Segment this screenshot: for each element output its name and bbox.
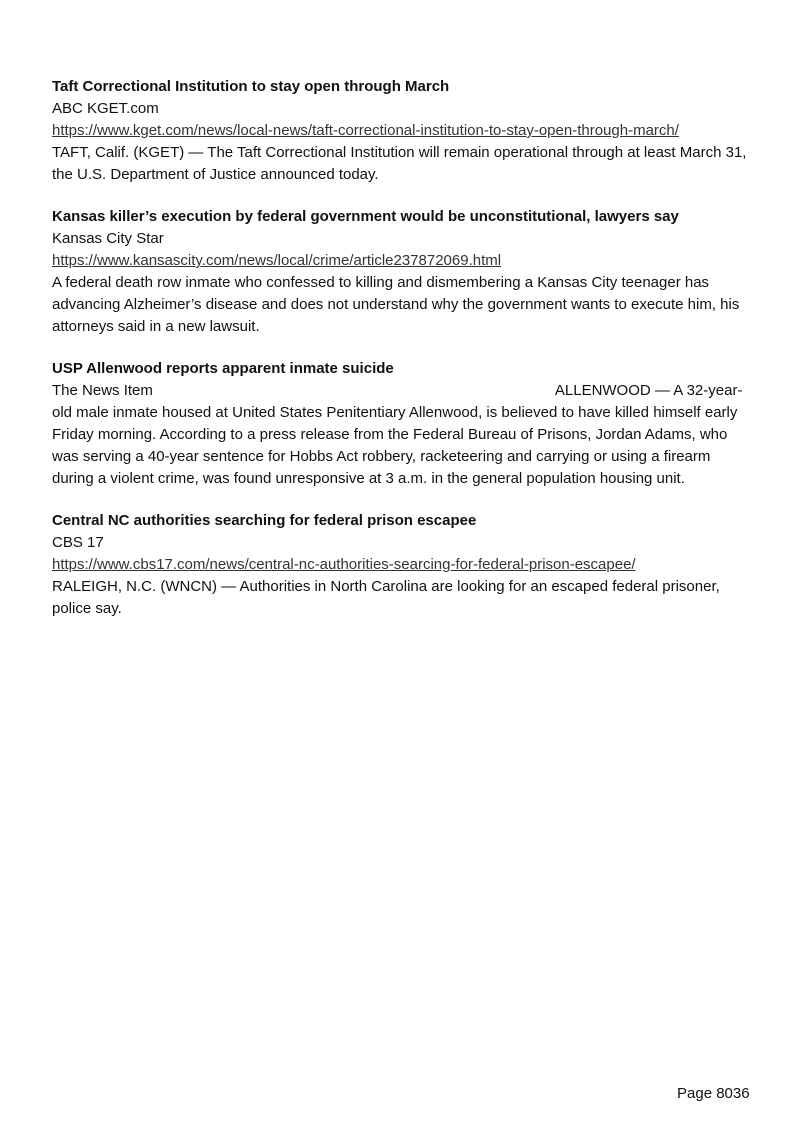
article-summary: RALEIGH, N.C. (WNCN) — Authorities in North Carolina are looking for an escaped federal prisoner, police say. [52, 578, 720, 617]
article-headline: Taft Correctional Institution to stay open through March [52, 78, 450, 95]
article-source: Kansas City Star [52, 230, 164, 247]
article-source: CBS 17 [52, 534, 104, 551]
article-body [52, 380, 752, 490]
article-allenwood [52, 358, 752, 490]
article-summary: A federal death row inmate who confessed to killing and dismembering a Kansas City teenager has advancing Alzheimer’s disease and does not understand why the government wants to execute him, his attorneys said in a new lawsuit. [52, 274, 740, 335]
article-source: The News Item [52, 382, 153, 399]
article-raleigh [52, 510, 752, 620]
article-source: ABC KGET.com [52, 100, 159, 117]
article-headline: USP Allenwood reports apparent inmate suicide [52, 360, 394, 377]
article-summary: ALLENWOOD — A 32-year-old male inmate housed at United States Penitentiary Allenwood, is believed to have killed himself early Friday morning. According to a press release from the Federal Bureau of Prisons, Jordan Adams, who was serving a 40-year sentence for Hobbs Act robbery, racketeering and carrying or using a firearm during a violent crime, was found unresponsive at 3 a.m. in the general population housing unit. [52, 382, 743, 487]
article-link[interactable]: https://www.kansascity.com/news/local/crime/article237872069.html [52, 252, 502, 269]
article-link[interactable]: https://www.cbs17.com/news/central-nc-authorities-searcing-for-federal-prison-escapee/ [52, 556, 636, 573]
article-taft [52, 76, 752, 186]
page-number: Page 8036 [677, 1085, 750, 1102]
article-headline: Central NC authorities searching for federal prison escapee [52, 512, 477, 529]
article-link[interactable]: https://www.kget.com/news/local-news/taft-correctional-institution-to-stay-open-through-march/ [52, 122, 679, 139]
article-kansas [52, 206, 752, 338]
news-clippings [52, 76, 752, 640]
article-summary: TAFT, Calif. (KGET) — The Taft Correctional Institution will remain operational through at least March 31, the U.S. Department of Justice announced today. [52, 144, 747, 183]
article-headline: Kansas killer’s execution by federal government would be unconstitutional, lawyers say [52, 208, 679, 225]
